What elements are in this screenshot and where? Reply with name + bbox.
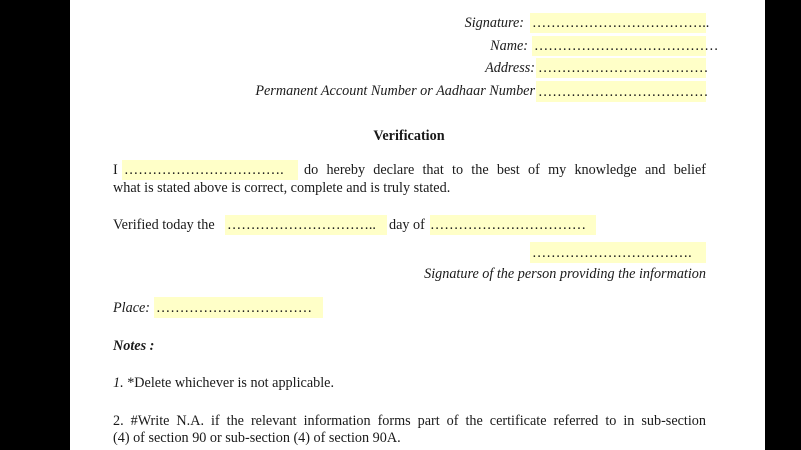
pan-aadhaar-dots: ……………………………… xyxy=(538,84,709,100)
name-dots: ………………………………… xyxy=(534,38,719,54)
verified-today-label: Verified today the xyxy=(113,217,215,233)
address-field[interactable] xyxy=(536,58,709,78)
address-label: Address: xyxy=(485,60,535,76)
name-label: Name: xyxy=(490,38,528,54)
signature-label: Signature: xyxy=(464,15,524,31)
note-2-line2: (4) of section 90 or sub-section (4) of section 90A. xyxy=(113,430,401,446)
declaration-line2: what is stated above is correct, complete and is truly stated. xyxy=(113,180,451,196)
signature-field[interactable] xyxy=(530,13,710,33)
declarant-name-field[interactable] xyxy=(122,160,298,180)
declaration-prefix: I xyxy=(113,162,118,178)
day-of-dots: …………………………… xyxy=(430,217,587,233)
note-1-text: *Delete whichever is not applicable. xyxy=(127,375,335,391)
notes-heading: Notes : xyxy=(113,338,155,354)
pan-aadhaar-field[interactable] xyxy=(536,81,709,102)
note-1 xyxy=(113,375,334,392)
note-1-number: 1. xyxy=(113,375,124,391)
address-dots: ……………………………… xyxy=(538,60,709,76)
person-signature-field[interactable] xyxy=(530,242,706,263)
place-field[interactable] xyxy=(154,297,323,318)
signature-caption: Signature of the person providing the information xyxy=(424,266,706,282)
day-of-label: day of xyxy=(389,217,425,233)
pan-aadhaar-label: Permanent Account Number or Aadhaar Number xyxy=(255,83,535,99)
declarant-name-dots: ……………………………. xyxy=(124,162,284,178)
name-field[interactable] xyxy=(532,36,719,56)
day-of-field[interactable] xyxy=(430,215,596,235)
verification-heading: Verification xyxy=(373,128,445,144)
person-signature-dots: ……………………………. xyxy=(532,245,692,261)
verified-day-field[interactable] xyxy=(225,215,387,235)
note-2-line1: 2. #Write N.A. if the relevant information forms part of the certificate referred to in sub-section xyxy=(113,413,706,429)
signature-dots: ……………………………….. xyxy=(532,15,710,31)
verified-day-dots: ………………………….. xyxy=(227,217,376,233)
place-dots: …………………………… xyxy=(156,300,313,316)
declaration-line1-suffix: do hereby declare that to the best of my knowledge and belief xyxy=(304,162,706,178)
place-label: Place: xyxy=(113,300,151,316)
document-page xyxy=(70,0,765,450)
